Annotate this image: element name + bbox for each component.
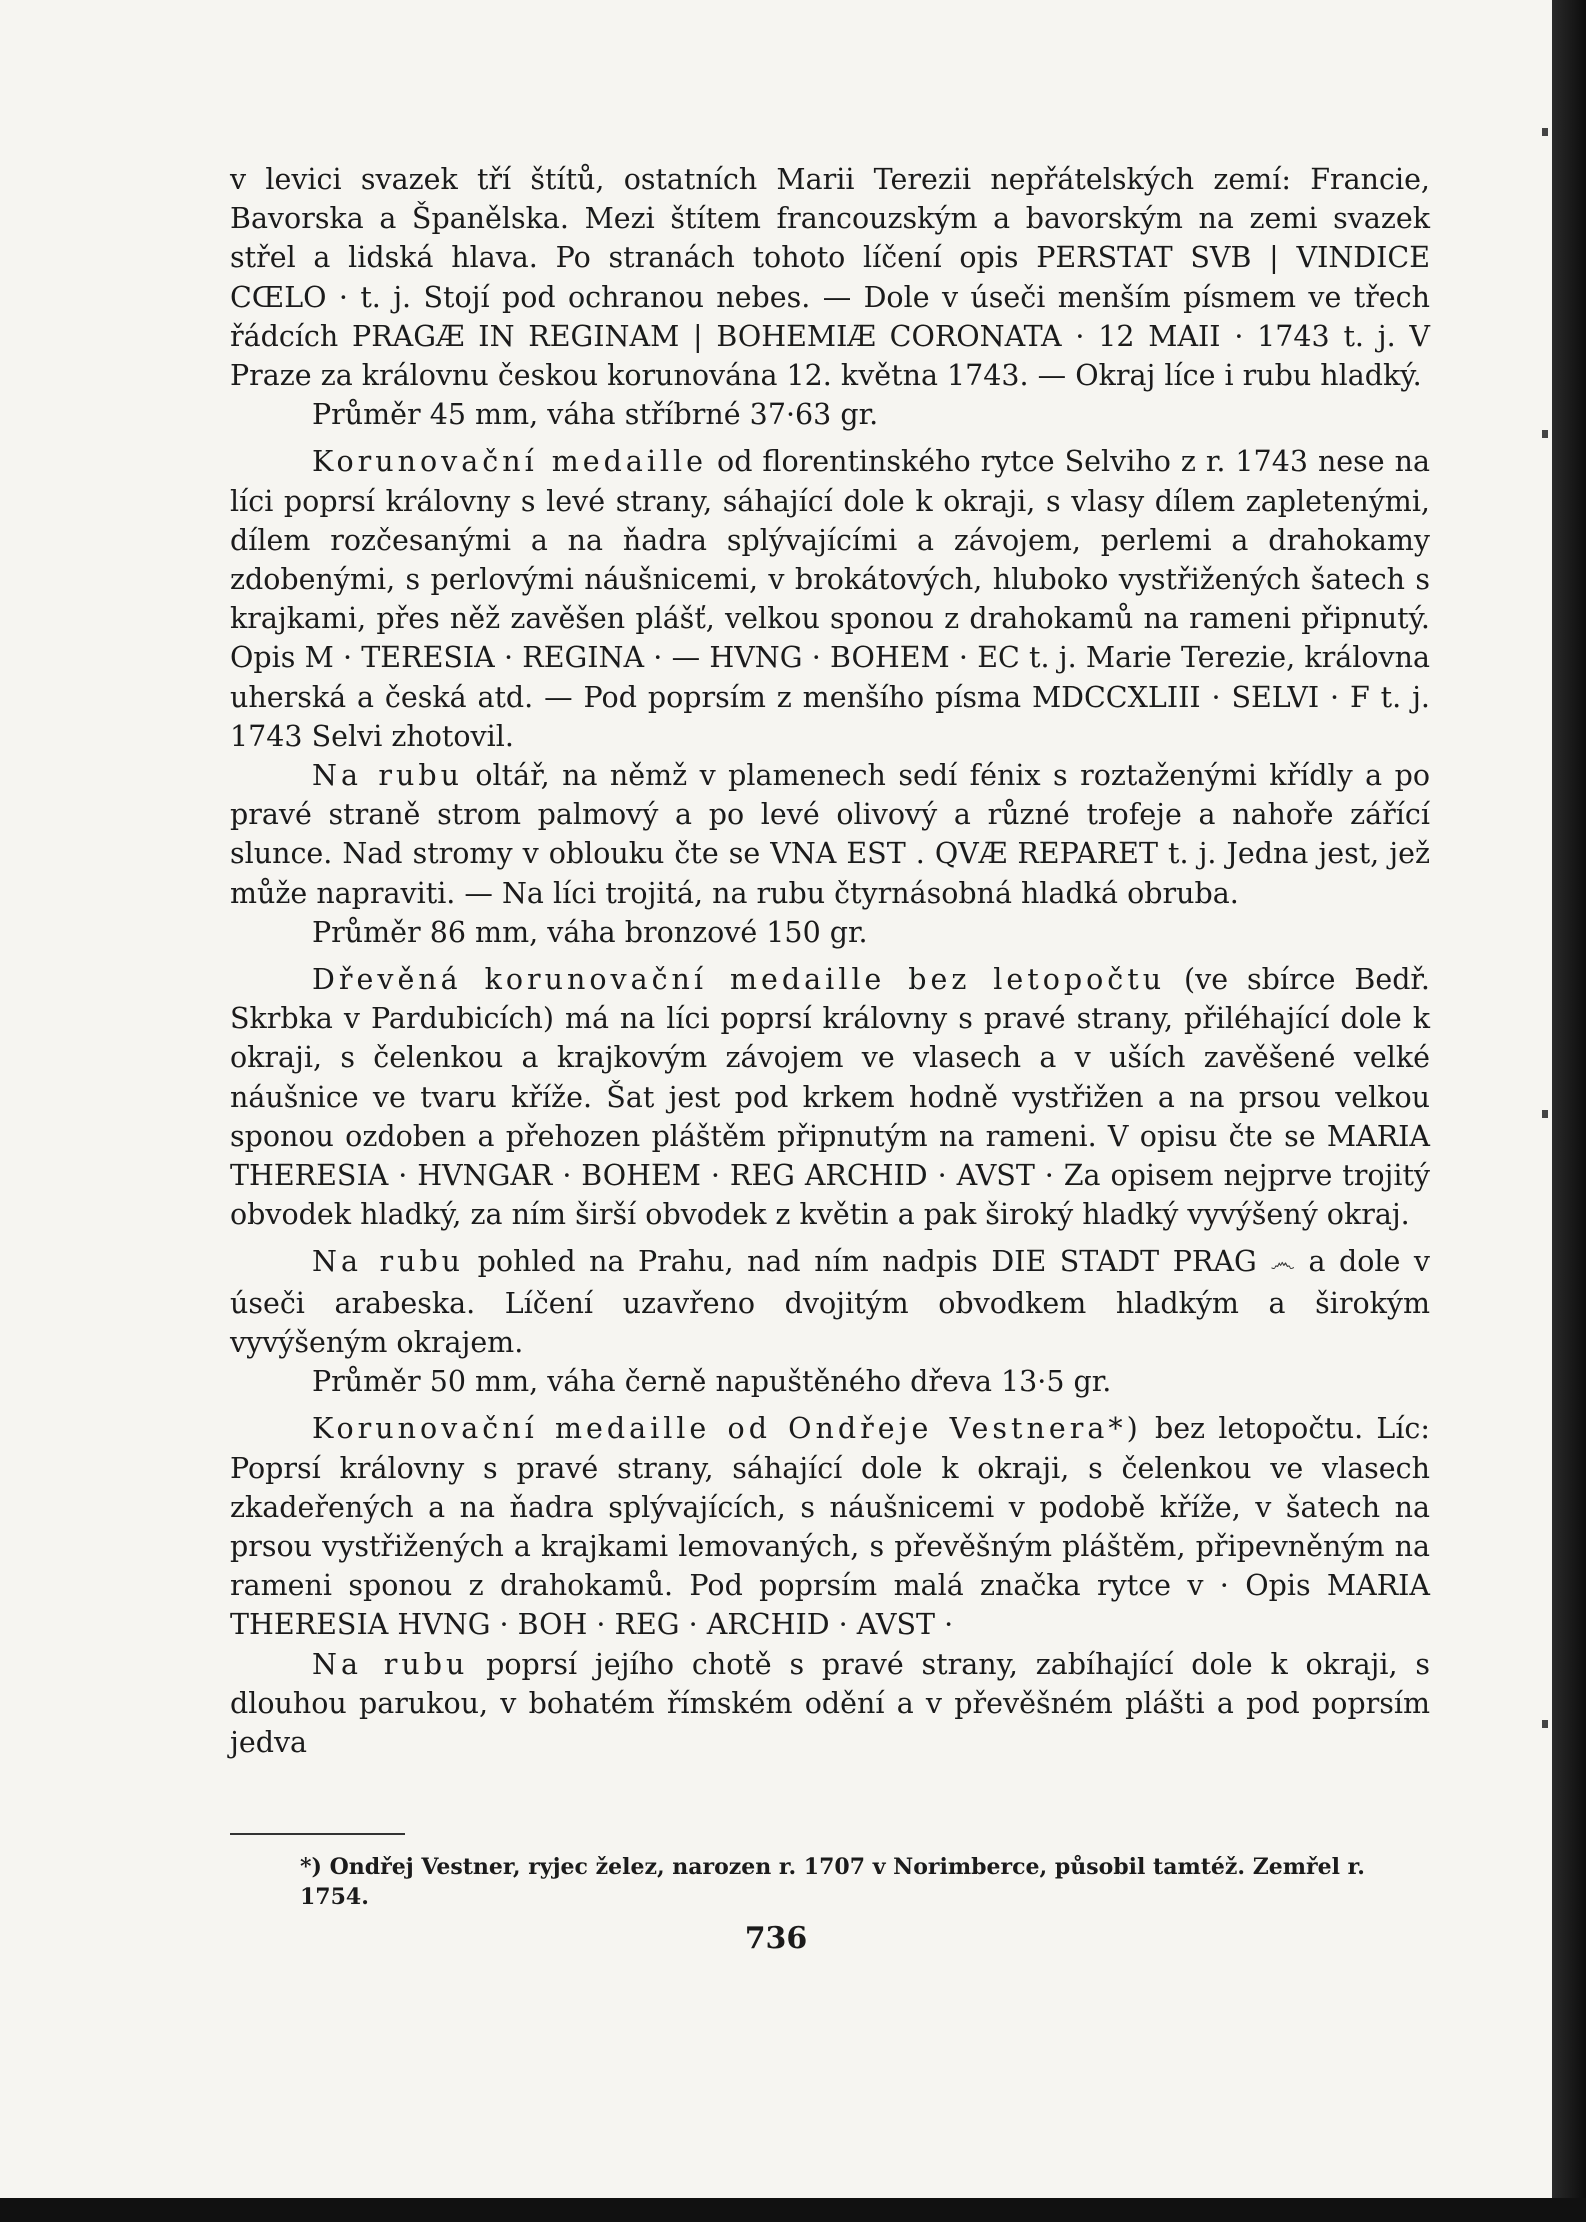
spaced-lead: Na rubu — [312, 1245, 465, 1279]
paragraph — [230, 1409, 1430, 1644]
scan-mark — [1542, 128, 1548, 136]
paragraph: Průměr 45 mm, váha stříbrné 37·63 gr. — [312, 398, 879, 432]
paragraph-text: od florentinského rytce Selviho z r. 1743 nese na líci poprsí královny s levé strany, sáhající dole k okraji, s vlasy dílem zapletenými, dílem rozčesanými a na ňadra splývajícími a závojem, perlemi a drahokamy zdobenými, s perlovými náušnicemi, v brokátových, hluboko vystřižených šatech s krajkami, přes něž zavěšen plášť, velkou sponou z drahokamů na rameni připnutý. Opis M · TERESIA · REGINA · — HVNG · BOHEM · EC t. j. Marie Terezie, královna uherská a česká atd. — Pod poprsím z menšího písma MDCCXLIII · SELVI · F t. j. 1743 Selvi zhotovil. — [230, 445, 1431, 753]
scan-bottom-edge — [0, 2198, 1586, 2222]
paragraph — [230, 960, 1430, 1234]
paragraph-text: a dole v úseči arabeska. Líčení uzavřeno dvojitým obvodkem hladkým a širokým vyvýšeným okrajem. — [230, 1245, 1430, 1359]
paragraph — [230, 442, 1430, 756]
paragraph-text: poprsí jejího chotě s pravé strany, zabíhající dole k okraji, s dlouhou parukou, v bohatém římském odění a v převěšném plášti a pod poprsím jedva — [230, 1647, 1430, 1759]
paragraph: v levici svazek tří štítů, ostatních Marii Terezii nepřátelských zemí: Francie, Bavorska a Španělska. Mezi štítem francouzským a bavorským na zemi svazek střel a lidská hlava. Po stranách tohoto líčení opis PERSTAT SVB | VINDICE CŒLO · t. j. Stojí pod ochranou nebes. — Dole v úseči menším písmem ve třech řádcích PRAGÆ IN REGINAM | BOHEMIÆ CORONATA · 12 MAII · 1743 t. j. V Praze za královnu českou korunována 12. května 1743. — Okraj líce i rubu hladký. — [230, 163, 1430, 393]
spaced-lead: Korunovační medaille od Ondřeje Vestnera*) — [312, 1412, 1142, 1446]
spaced-lead: Na rubu — [312, 759, 463, 793]
paragraph-text: oltář, na němž v plamenech sedí fénix s roztaženými křídly a po pravé straně strom palmový a po levé olivový a různé trofeje a nahoře zářící slunce. Nad stromy v oblouku čte se VNA EST . QVÆ REPARET t. j. Jedna jest, jež může napraviti. — Na líci trojitá, na rubu čtyrnásobná hladká obruba. — [230, 759, 1430, 910]
paragraph-text: pohled na Prahu, nad ním nadpis DIE STADT PRAG — [464, 1245, 1257, 1279]
paragraph-text: bez letopočtu. Líc: Poprsí královny s pravé strany, sáhající dole k okraji, s čelenkou ve vlasech zkadeřených a na ňadra splývajících, s náušnicemi v podobě kříže, v šatech na prsou vystřižených a krajkami lemovaných, s převěšným pláštěm, připevněným na rameni sponou z drahokamů. Pod poprsím malá značka rytce v · Opis MARIA THERESIA HVNG · BOH · REG · ARCHID · AVST · — [230, 1412, 1430, 1642]
spaced-lead: Na rubu — [312, 1647, 469, 1681]
spaced-lead: Korunovační medaille — [312, 445, 708, 479]
spaced-lead: Dřevěná korunovační medaille bez letopočtu — [312, 963, 1166, 997]
scan-edge — [1552, 0, 1586, 2222]
scan-mark — [1542, 430, 1548, 438]
paragraph — [230, 1242, 1430, 1362]
scan-mark — [1542, 1110, 1548, 1118]
scan-mark — [1542, 1720, 1548, 1728]
ornament-icon: ෴ — [1270, 1248, 1295, 1279]
page-number: 736 — [744, 1921, 808, 1956]
body-text — [230, 160, 1430, 1762]
footnote-rule — [230, 1833, 405, 1835]
footnote: *) Ondřej Vestner, ryjec želez, narozen r. 1707 v Norimberce, působil tamtéž. Zemřel r. 1754. — [300, 1854, 1365, 1910]
paragraph — [230, 1645, 1430, 1763]
paragraph-text: (ve sbírce Bedř. Skrbka v Pardubicích) má na líci poprsí královny s pravé strany, přiléhající dole k okraji, s čelenkou a krajkovým závojem ve vlasech a v uších zavěšené velké náušnice ve tvaru kříže. Šat jest pod krkem hodně vystřižen a na prsou velkou sponou ozdoben a přehozen pláštěm připnutým na rameni. V opisu čte se MARIA THERESIA · HVNGAR · BOHEM · REG ARCHID · AVST · Za opisem nejprve trojitý obvodek hladký, za ním širší obvodek z květin a pak široký hladký vyvýšený okraj. — [230, 963, 1430, 1232]
paragraph: Průměr 86 mm, váha bronzové 150 gr. — [312, 915, 868, 949]
paragraph — [230, 756, 1430, 913]
paragraph: Průměr 50 mm, váha černě napuštěného dřeva 13·5 gr. — [312, 1365, 1112, 1399]
